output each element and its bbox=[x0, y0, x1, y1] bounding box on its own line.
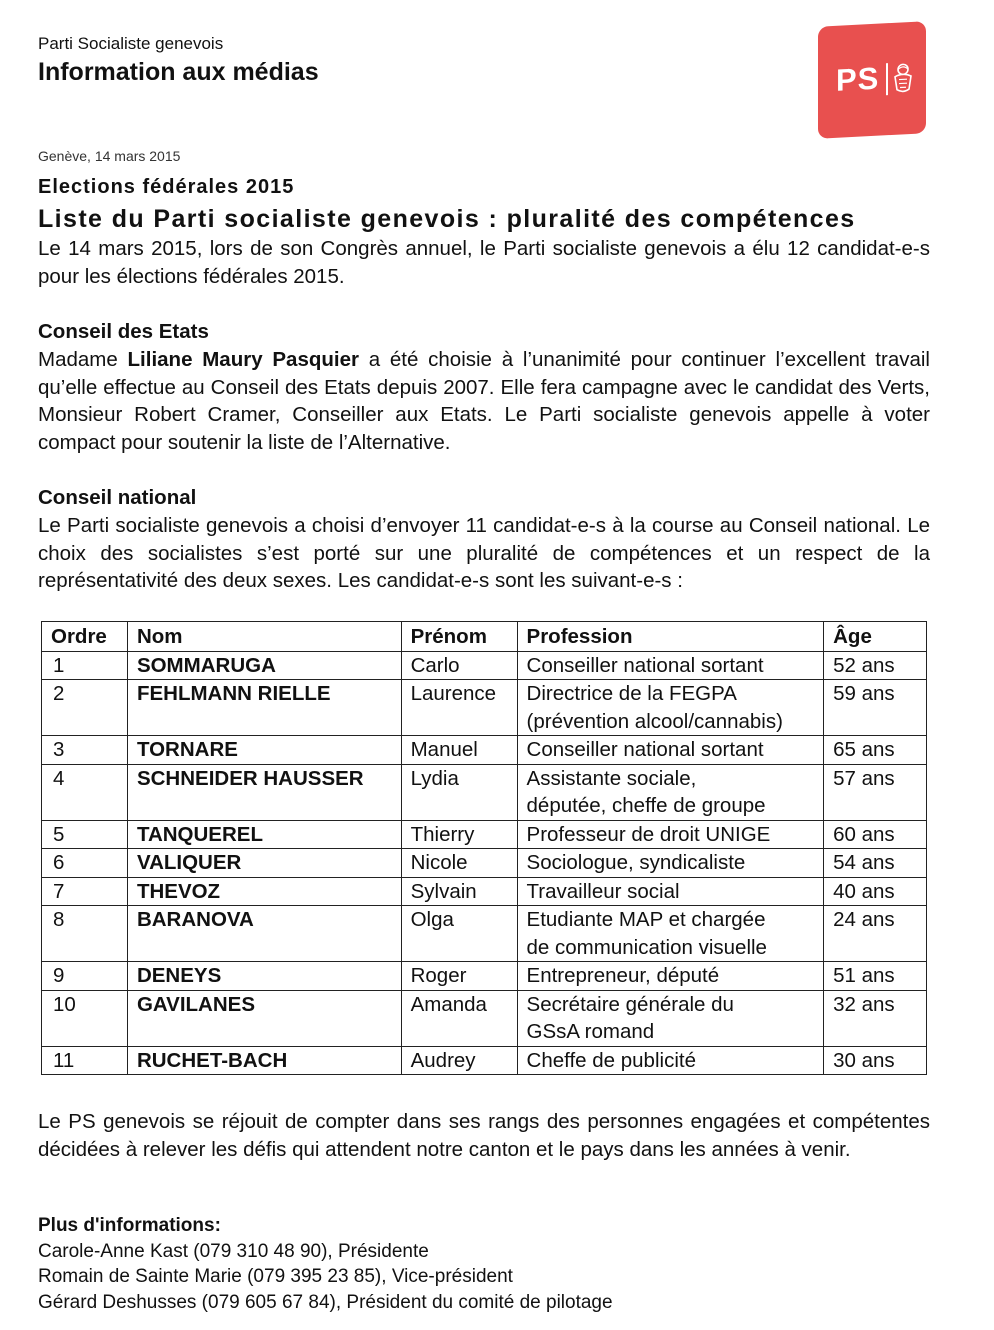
table-row bbox=[42, 680, 927, 736]
cell-age: 65 ans bbox=[824, 736, 927, 765]
cell-profession bbox=[517, 736, 824, 765]
cell-prenom: Thierry bbox=[401, 820, 517, 849]
conseil-etats-candidate-name: Liliane Maury Pasquier bbox=[127, 348, 359, 371]
cell-prenom: Nicole bbox=[401, 849, 517, 878]
profession-line: Entrepreneur, député bbox=[526, 964, 720, 987]
cell-prenom: Olga bbox=[401, 906, 517, 962]
conseil-etats-text-prefix: Madame bbox=[38, 348, 128, 371]
cell-prenom: Manuel bbox=[401, 736, 517, 765]
contacts-title: Plus d'informations: bbox=[38, 1215, 221, 1236]
table-header-row bbox=[42, 622, 927, 652]
table-row bbox=[42, 820, 927, 849]
table-row bbox=[42, 962, 927, 991]
kicker: Elections fédérales 2015 bbox=[38, 176, 295, 198]
cell-profession bbox=[517, 849, 824, 878]
closing-paragraph: Le PS genevois se réjouit de compter dans ses rangs des personnes engagées et compétentes décidées à relever les défis qui attendent notre canton et le pays dans les années à venir. bbox=[38, 1110, 930, 1161]
cell-ordre: 9 bbox=[42, 962, 128, 991]
contact-line: Romain de Sainte Marie (079 395 23 85), Vice-président bbox=[38, 1266, 513, 1287]
profession-line: députée, cheffe de groupe bbox=[526, 794, 766, 817]
cell-nom: TANQUEREL bbox=[127, 820, 401, 849]
profession-line: Etudiante MAP et chargée bbox=[526, 908, 766, 931]
cell-profession bbox=[517, 1046, 824, 1075]
contact-line: Carole-Anne Kast (079 310 48 90), Présidente bbox=[38, 1240, 429, 1262]
cell-age: 40 ans bbox=[824, 877, 927, 906]
conseil-etats-heading: Conseil des Etats bbox=[38, 320, 209, 343]
profession-line: Travailleur social bbox=[526, 879, 680, 903]
cell-prenom: Lydia bbox=[401, 764, 517, 820]
cell-ordre: 8 bbox=[42, 906, 128, 962]
cell-nom: SCHNEIDER HAUSSER bbox=[127, 764, 401, 820]
table-row bbox=[42, 1046, 927, 1075]
cell-age: 32 ans bbox=[824, 990, 927, 1046]
cell-prenom: Amanda bbox=[401, 990, 517, 1046]
profession-line: de communication visuelle bbox=[526, 935, 767, 959]
profession-line: GSsA romand bbox=[526, 1020, 655, 1043]
cell-ordre: 4 bbox=[42, 764, 128, 820]
contact-line: Gérard Deshusses (079 605 67 84), Président du comité de pilotage bbox=[38, 1291, 613, 1313]
cell-nom: SOMMARUGA bbox=[127, 651, 401, 680]
column-header-nom: Nom bbox=[127, 622, 401, 652]
cell-ordre: 7 bbox=[42, 877, 128, 906]
cell-profession bbox=[517, 990, 824, 1046]
cell-profession bbox=[517, 651, 824, 680]
profession-line: Assistante sociale, bbox=[526, 766, 697, 790]
cell-ordre: 6 bbox=[42, 849, 128, 878]
ps-logo-separator bbox=[886, 63, 888, 95]
conseil-etats-paragraph bbox=[38, 346, 930, 456]
cell-ordre: 2 bbox=[42, 680, 128, 736]
profession-line: Secrétaire générale du bbox=[526, 992, 734, 1016]
column-header-profession: Profession bbox=[517, 622, 824, 652]
table-row bbox=[42, 906, 927, 962]
profession-line: Professeur de droit UNIGE bbox=[526, 822, 771, 846]
cell-prenom: Roger bbox=[401, 962, 517, 991]
profession-line: Cheffe de publicité bbox=[526, 1048, 696, 1072]
column-header-ordre: Ordre bbox=[42, 622, 128, 652]
column-header-prenom: Prénom bbox=[401, 622, 517, 652]
profession-line: Conseiller national sortant bbox=[526, 738, 764, 761]
table-row bbox=[42, 764, 927, 820]
table-row bbox=[42, 849, 927, 878]
cell-nom: THEVOZ bbox=[127, 877, 401, 906]
cell-nom: BARANOVA bbox=[127, 906, 401, 962]
header-organization: Parti Socialiste genevois bbox=[38, 34, 224, 53]
cell-age: 52 ans bbox=[824, 651, 927, 680]
header-title: Information aux médias bbox=[38, 58, 319, 86]
cell-profession bbox=[517, 820, 824, 849]
cell-prenom: Laurence bbox=[401, 680, 517, 736]
cell-ordre: 1 bbox=[42, 651, 128, 680]
cell-profession bbox=[517, 680, 824, 736]
table-body bbox=[42, 651, 927, 1075]
rose-emblem-icon bbox=[892, 62, 914, 95]
cell-profession bbox=[517, 877, 824, 906]
cell-nom: GAVILANES bbox=[127, 990, 401, 1046]
profession-line: Sociologue, syndicaliste bbox=[526, 851, 746, 874]
cell-age: 51 ans bbox=[824, 962, 927, 991]
cell-nom: RUCHET-BACH bbox=[127, 1046, 401, 1075]
cell-ordre: 5 bbox=[42, 820, 128, 849]
ps-logo bbox=[818, 21, 926, 139]
cell-prenom: Audrey bbox=[401, 1046, 517, 1075]
cell-profession bbox=[517, 764, 824, 820]
cell-nom: FEHLMANN RIELLE bbox=[127, 680, 401, 736]
conseil-national-heading: Conseil national bbox=[38, 486, 197, 509]
cell-age: 59 ans bbox=[824, 680, 927, 736]
cell-prenom: Carlo bbox=[401, 651, 517, 680]
candidates-table bbox=[41, 621, 927, 1075]
conseil-etats-text-suffix: a été choisie à l’unanimité pour continuer l’excellent travail qu’elle effectue au Conseil des Etats depuis 2007. Elle fera campagne avec le candidat des Verts, Monsieur Robert Cramer, Conseiller aux Etats. Le Parti socialiste genevois appelle à voter compact pour soutenir la liste de l’Alternative. bbox=[38, 348, 930, 454]
profession-line: (prévention alcool/cannabis) bbox=[526, 709, 783, 733]
table-row bbox=[42, 990, 927, 1046]
cell-profession bbox=[517, 906, 824, 962]
cell-age: 57 ans bbox=[824, 764, 927, 820]
headline: Liste du Parti socialiste genevois : pluralité des compétences bbox=[38, 205, 856, 233]
ps-logo-text: PS bbox=[836, 60, 880, 98]
table-row bbox=[42, 651, 927, 680]
release-date: Genève, 14 mars 2015 bbox=[38, 148, 181, 164]
cell-age: 60 ans bbox=[824, 820, 927, 849]
cell-nom: VALIQUER bbox=[127, 849, 401, 878]
cell-ordre: 11 bbox=[42, 1046, 128, 1075]
cell-nom: DENEYS bbox=[127, 962, 401, 991]
cell-age: 30 ans bbox=[824, 1046, 927, 1075]
cell-ordre: 10 bbox=[42, 990, 128, 1046]
profession-line: Directrice de la FEGPA bbox=[526, 682, 737, 705]
cell-profession bbox=[517, 962, 824, 991]
column-header-age: Âge bbox=[824, 622, 927, 652]
cell-prenom: Sylvain bbox=[401, 877, 517, 906]
contacts-block bbox=[38, 1213, 613, 1315]
table-row bbox=[42, 877, 927, 906]
cell-age: 54 ans bbox=[824, 849, 927, 878]
table-row bbox=[42, 736, 927, 765]
cell-ordre: 3 bbox=[42, 736, 128, 765]
profession-line: Conseiller national sortant bbox=[526, 653, 764, 677]
cell-age: 24 ans bbox=[824, 906, 927, 962]
cell-nom: TORNARE bbox=[127, 736, 401, 765]
intro-paragraph: Le 14 mars 2015, lors de son Congrès annuel, le Parti socialiste genevois a élu 12 candidat-e-s pour les élections fédérales 2015. bbox=[38, 237, 930, 288]
conseil-national-paragraph: Le Parti socialiste genevois a choisi d’envoyer 11 candidat-e-s à la course au Conseil national. Le choix des socialistes s’est porté sur une pluralité de compétences et un respect de la représentativité des deux sexes. Les candidat-e-s sont les suivant-e-s : bbox=[38, 514, 930, 592]
